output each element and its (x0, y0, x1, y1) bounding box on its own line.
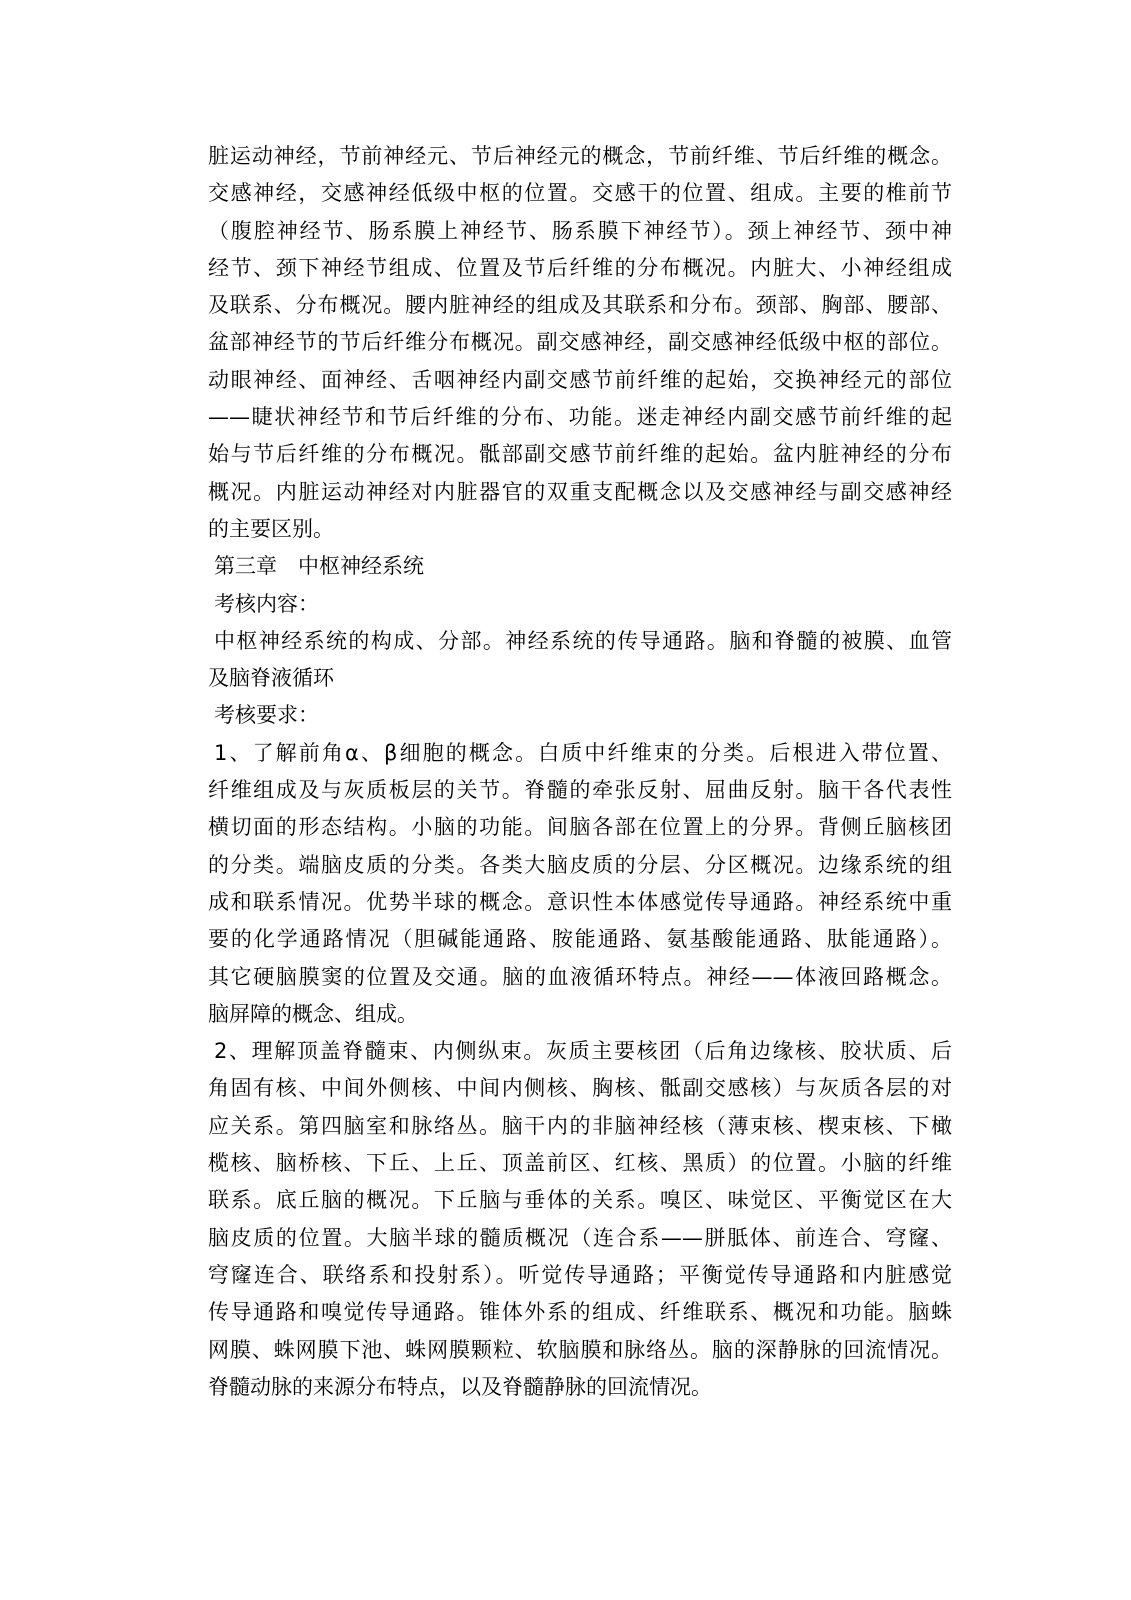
text-line: （腹腔神经节、肠系膜上神经节、肠系膜下神经节）。颈上神经节、颈中神 (208, 218, 952, 243)
text-line: 横切面的形态结构。小脑的功能。间脑各部在位置上的分界。背侧丘脑核团 (208, 815, 952, 840)
text-line: ——睫状神经节和节后纤维的分布、功能。迷走神经内副交感节前纤维的起 (208, 405, 952, 430)
text-line: 的分类。端脑皮质的分类。各类大脑皮质的分层、分区概况。边缘系统的组 (208, 852, 952, 877)
text-line: 及联系、分布概况。腰内脏神经的组成及其联系和分布。颈部、胸部、腰部、 (208, 293, 952, 318)
text-line: 始与节后纤维的分布概况。骶部副交感节前纤维的起始。盆内脏神经的分布 (208, 442, 952, 467)
text-line: 动眼神经、面神经、舌咽神经内副交感节前纤维的起始，交换神经元的部位 (208, 367, 952, 392)
text-line: 概况。内脏运动神经对内脏器官的双重支配概念以及交感神经与副交感神经 (208, 479, 952, 504)
text-line: 联系。底丘脑的概况。下丘脑与垂体的关系。嗅区、味觉区、平衡觉区在大 (208, 1188, 952, 1213)
text-line: 脏运动神经，节前神经元、节后神经元的概念，节前纤维、节后纤维的概念。 (208, 144, 952, 168)
text-line: 交感神经，交感神经低级中枢的位置。交感干的位置、组成。主要的椎前节 (208, 181, 952, 206)
text-line: 榄核、脑桥核、下丘、上丘、顶盖前区、红核、黑质）的位置。小脑的纤维 (208, 1151, 952, 1176)
section-heading: 考核要求： (214, 703, 319, 728)
text-line: 应关系。第四脑室和脉络丛。脑干内的非脑神经核（薄束核、楔束核、下橄 (208, 1113, 952, 1138)
text-line: 2、理解顶盖脊髓束、内侧纵束。灰质主要核团（后角边缘核、胶状质、后 (214, 1039, 952, 1064)
text-line: 要的化学通路情况（胆碱能通路、胺能通路、氨基酸能通路、肽能通路）。 (208, 927, 952, 952)
text-line: 1、了解前角α、β细胞的概念。白质中纤维束的分类。后根进入带位置、 (214, 740, 952, 765)
text-line: 脑屏障的概念、组成。 (208, 1001, 418, 1026)
text-line: 传导通路和嗅觉传导通路。锥体外系的组成、纤维联系、概况和功能。脑蛛 (208, 1300, 952, 1325)
text-line: 中枢神经系统的构成、分部。神经系统的传导通路。脑和脊髓的被膜、血管 (214, 628, 952, 653)
text-line: 纤维组成及与灰质板层的关节。脊髓的牵张反射、屈曲反射。脑干各代表性 (208, 778, 952, 803)
text-line: 盆部神经节的节后纤维分布概况。副交感神经，副交感神经低级中枢的部位。 (208, 330, 952, 355)
section-heading: 第三章 中枢神经系统 (214, 554, 424, 579)
text-line: 经节、颈下神经节组成、位置及节后纤维的分布概况。内脏大、小神经组成 (208, 255, 952, 280)
text-line: 的主要区别。 (208, 516, 334, 541)
text-line: 及脑脊液循环 (208, 666, 334, 691)
document-page (208, 138, 952, 1406)
text-line: 脊髓动脉的来源分布特点，以及脊髓静脉的回流情况。 (208, 1374, 712, 1399)
text-line: 角固有核、中间外侧核、中间内侧核、胸核、骶副交感核）与灰质各层的对 (208, 1076, 952, 1101)
text-line: 成和联系情况。优势半球的概念。意识性本体感觉传导通路。神经系统中重 (208, 889, 952, 914)
section-heading: 考核内容： (214, 591, 319, 616)
text-line: 网膜、蛛网膜下池、蛛网膜颗粒、软脑膜和脉络丛。脑的深静脉的回流情况。 (208, 1337, 952, 1362)
text-line: 脑皮质的位置。大脑半球的髓质概况（连合系——胼胝体、前连合、穹窿、 (208, 1225, 952, 1250)
text-line: 穹窿连合、联络系和投射系）。听觉传导通路；平衡觉传导通路和内脏感觉 (208, 1262, 952, 1287)
text-line: 其它硬脑膜窦的位置及交通。脑的血液循环特点。神经——体液回路概念。 (208, 964, 952, 989)
